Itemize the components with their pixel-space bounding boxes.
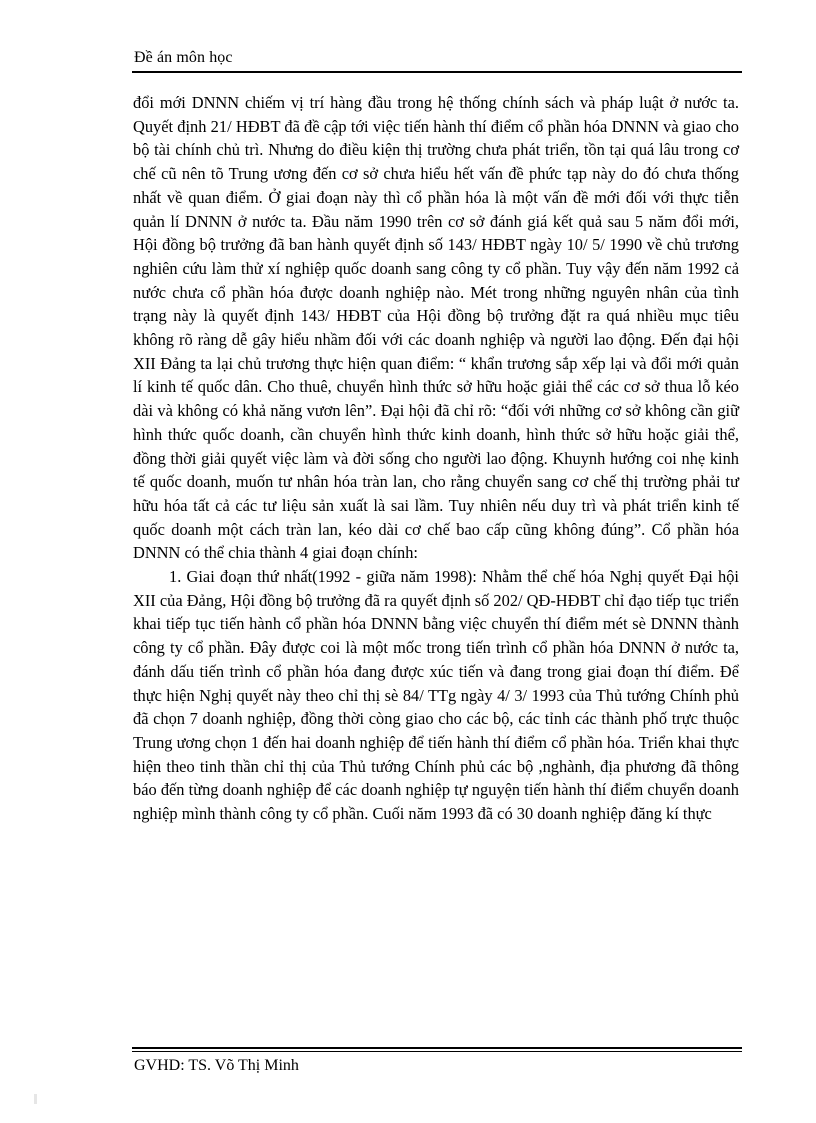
header-title: Đề án môn học	[134, 49, 233, 66]
footer-supervisor: GVHD: TS. Võ Thị Minh	[134, 1057, 299, 1074]
paragraph: đổi mới DNNN chiếm vị trí hàng đầu trong hệ thống chính sách và pháp luật ở nước ta. Quyết định 21/ HĐBT đã đề cập tới việc tiến hành thí điểm cổ phần hóa DNNN và giao cho bộ tài chính chủ trì. Nhưng do điều kiện thị trường chưa phát triển, tồn tại quá lâu trong cơ chế cũ nên tõ Trung ương đến cơ sở chưa hiểu hết vấn đề phức tạp này do đó chưa thống nhất về quan điểm. Ở giai đoạn này thì cổ phần hóa là một vấn đề mới đối với thực tiễn quản lí DNNN ở nước ta. Đầu năm 1990 trên cơ sở đánh giá kết quả sau 5 năm đổi mới, Hội đồng bộ trưởng đã ban hành quyết định số 143/ HĐBT ngày 10/ 5/ 1990 về chủ trương nghiên cứu làm thử xí nghiệp quốc doanh sang công ty cổ phần. Tuy vậy đến năm 1992 cả nước chưa cổ phần hóa được doanh nghiệp nào. Mét trong những nguyên nhân của tình trạng này là quyết định 143/ HĐBT của Hội đồng bộ trưởng đặt ra quá nhiều mục tiêu không rõ ràng dễ gây hiểu nhầm đối với các doanh nghiệp và người lao động. Đến đại hội XII Đảng ta lại chủ trương thực hiện quan điểm: “ khẩn trương sắp xếp lại và đổi mới quản lí kinh tế quốc dân. Cho thuê, chuyển hình thức sở hữu hoặc giải thể các cơ sở thua lỗ kéo dài và không có khả năng vươn lên”. Đại hội đã chỉ rõ: “đối với những cơ sở không cần giữ hình thức quốc doanh, cần chuyển hình thức kinh doanh, hình thức sở hữu hoặc giải thể, đồng thời giải quyết việc làm và đời sống cho người lao động. Khuynh hướng coi nhẹ kinh tế quốc doanh, muốn tư nhân hóa tràn lan, cho rằng chuyển sang cơ chế thị trường phải tư hữu hóa tất cả các tư liệu sản xuất là sai lầm. Tuy nhiên nếu duy trì và phát triển kinh tế quốc doanh một cách tràn lan, kéo dài cơ chế bao cấp cũng không đúng”. Cổ phần hóa DNNN có thể chia thành 4 giai đoạn chính:	[133, 93, 739, 563]
page-footer	[132, 1047, 742, 1077]
header-rule	[132, 71, 742, 73]
footer-rule-thick	[132, 1047, 742, 1049]
footer-rule-thin	[132, 1051, 742, 1052]
page-header	[132, 46, 742, 73]
scan-mark	[34, 1094, 37, 1104]
body-text	[133, 91, 739, 826]
paragraph: 1. Giai đoạn thứ nhất(1992 - giữa năm 1998): Nhằm thể chế hóa Nghị quyết Đại hội XII của Đảng, Hội đồng bộ trưởng đã ra quyết định số 202/ QĐ-HĐBT chỉ đạo tiếp tục triển khai tiếp tục tiến hành cổ phần hóa DNNN bằng việc chuyển thí điểm mét sè DNNN thành công ty cổ phần. Đây được coi là một mốc trong tiến trình cổ phần hóa DNNN ở nước ta, đánh dấu tiến trình cổ phần hóa đang được xúc tiến và đang trong giai đoạn thí điểm. Để thực hiện Nghị quyết này theo chỉ thị sè 84/ TTg ngày 4/ 3/ 1993 của Thủ tướng Chính phủ đã chọn 7 doanh nghiệp, đồng thời còng giao cho các bộ, các tỉnh các thành phố trực thuộc Trung ương chọn 1 đến hai doanh nghiệp để tiến hành thí điểm cổ phần hóa. Triển khai thực hiện theo tinh thần chỉ thị của Thủ tướng Chính phủ các bộ ,nghành, địa phương đã thông báo đến từng doanh nghiệp để các doanh nghiệp tự nguyện tiến hành thí điểm chuyển doanh nghiệp mình thành công ty cổ phần. Cuối năm 1993 đã có 30 doanh nghiệp đăng kí thực	[133, 567, 739, 824]
